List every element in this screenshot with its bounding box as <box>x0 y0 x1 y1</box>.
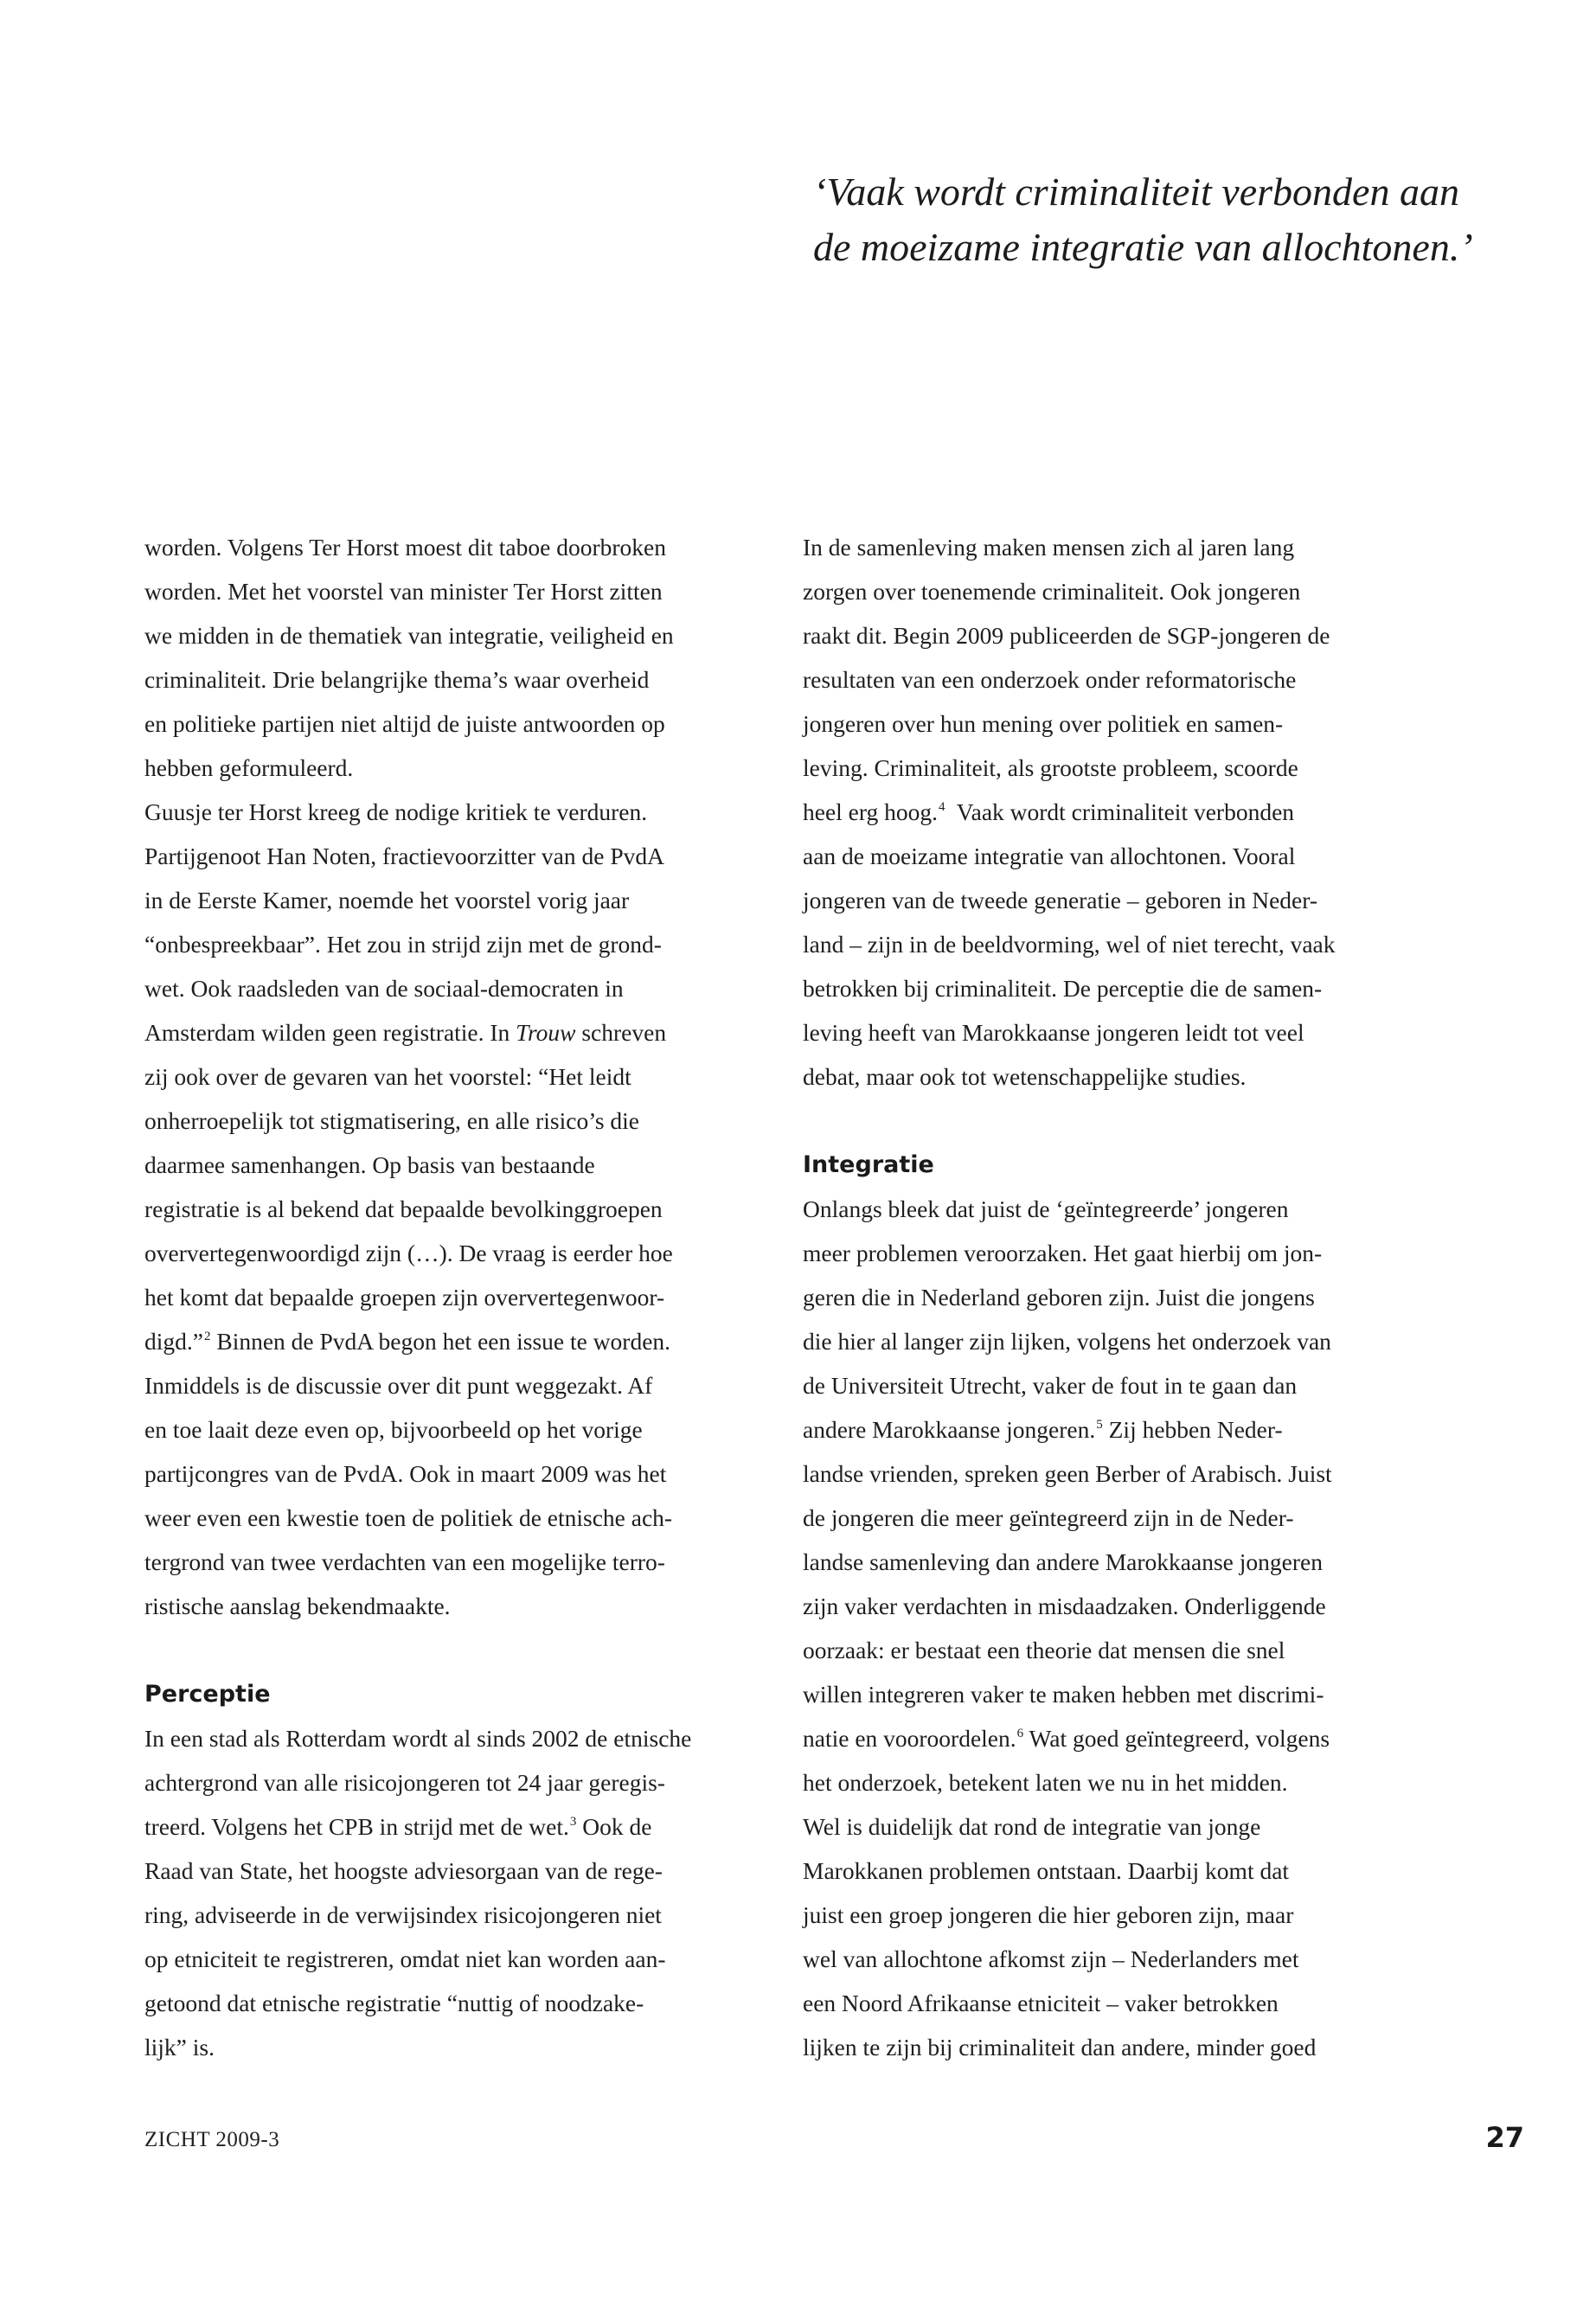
text-line: worden. Met het voorstel van minister Ter Horst zitten <box>144 578 663 605</box>
text-line: resultaten van een onderzoek onder reformatorische <box>803 666 1297 693</box>
text-line: weer even een kwestie toen de politiek de etnische ach- <box>144 1504 673 1531</box>
pull-quote-line: de moeizame integratie van allochtonen.’ <box>813 225 1473 269</box>
footnote-ref: 4 <box>939 800 945 814</box>
text-line: landse samenleving dan andere Marokkaanse jongeren <box>803 1548 1323 1575</box>
text-line: tergrond van twee verdachten van een mogelijke terro- <box>144 1548 665 1575</box>
text-line: Raad van State, het hoogste adviesorgaan van de rege- <box>144 1857 663 1884</box>
text-line: we midden in de thematiek van integratie, veiligheid en <box>144 622 674 649</box>
text-line: raakt dit. Begin 2009 publiceerden de SGP-jongeren de <box>803 622 1330 649</box>
footnote-ref: 6 <box>1016 1727 1024 1740</box>
text-line: en politieke partijen niet altijd de juiste antwoorden op <box>144 710 665 737</box>
text-line: registratie is al bekend dat bepaalde bevolkinggroepen <box>144 1195 663 1222</box>
text-line: op etniciteit te registreren, omdat niet kan worden aan- <box>144 1945 666 1972</box>
publication-name: Trouw <box>516 1019 576 1046</box>
page-number: 27 <box>1485 2121 1524 2154</box>
text-line: zijn vaker verdachten in misdaadzaken. Onderliggende <box>803 1593 1326 1619</box>
text-line: de Universiteit Utrecht, vaker de fout in te gaan dan <box>803 1372 1298 1399</box>
left-column <box>144 525 750 2069</box>
text-line: Partijgenoot Han Noten, fractievoorzitter van de PvdA <box>144 843 664 869</box>
text-line: hebben geformuleerd. <box>144 754 354 781</box>
text-line: oververtegenwoordigd zijn (…). De vraag is eerder hoe <box>144 1240 673 1266</box>
text-line: treerd. Volgens het CPB in strijd met de wet.$^3$ Ook de <box>144 1813 652 1840</box>
text-line: land – zijn in de beeldvorming, wel of niet terecht, vaak <box>803 931 1336 958</box>
paragraph <box>144 525 750 790</box>
text-line: Marokkanen problemen ontstaan. Daarbij komt dat <box>803 1857 1290 1884</box>
text-line: “onbespreekbaar”. Het zou in strijd zijn met de grond- <box>144 931 662 958</box>
text-line: en toe laait deze even op, bijvoorbeeld op het vorige <box>144 1416 643 1443</box>
paragraph <box>144 790 750 1628</box>
text-line: willen integreren vaker te maken hebben met discrimi- <box>803 1681 1324 1708</box>
right-column <box>803 525 1408 2069</box>
footnote-ref: 5 <box>1096 1418 1103 1432</box>
text-line: de jongeren die meer geïntegreerd zijn in de Neder- <box>803 1504 1294 1531</box>
text-line: achtergrond van alle risicojongeren tot 24 jaar geregis- <box>144 1769 665 1796</box>
paragraph <box>803 1187 1408 2069</box>
text-line: Inmiddels is de discussie over dit punt weggezakt. Af <box>144 1372 653 1399</box>
text-line: jongeren over hun mening over politiek en samen- <box>803 710 1284 737</box>
section-heading: Perceptie <box>144 1681 271 1708</box>
text-line: oorzaak: er bestaat een theorie dat mensen die snel <box>803 1637 1285 1663</box>
text-line: andere Marokkaanse jongeren.$^5$ Zij hebben Neder- <box>803 1416 1283 1443</box>
text-line: Guusje ter Horst kreeg de nodige kritiek te verduren. <box>144 798 648 825</box>
text-line: het komt dat bepaalde groepen zijn oververtegenwoor- <box>144 1284 665 1311</box>
text-line: getoond dat etnische registratie “nuttig of noodzake- <box>144 1990 644 2016</box>
text-line: natie en vooroordelen.$^6$ Wat goed geïntegreerd, volgens <box>803 1725 1330 1752</box>
text-line: leving. Criminaliteit, als grootste probleem, scoorde <box>803 754 1298 781</box>
footnote-ref: 3 <box>569 1815 577 1829</box>
text-line: leving heeft van Marokkaanse jongeren leidt tot veel <box>803 1019 1304 1046</box>
text-line: juist een groep jongeren die hier geboren zijn, maar <box>803 1901 1294 1928</box>
text-line: ristische aanslag bekendmaakte. <box>144 1593 451 1619</box>
text-line: partijcongres van de PvdA. Ook in maart 2009 was het <box>144 1460 667 1487</box>
text-line: debat, maar ook tot wetenschappelijke studies. <box>803 1063 1247 1090</box>
text-line: geren die in Nederland geboren zijn. Juist die jongens <box>803 1284 1315 1311</box>
pull-quote <box>813 164 1557 275</box>
text-line: criminaliteit. Drie belangrijke thema’s waar overheid <box>144 666 650 693</box>
text-line: betrokken bij criminaliteit. De perceptie die de samen- <box>803 975 1323 1002</box>
text-line: die hier al langer zijn lijken, volgens het onderzoek van <box>803 1328 1331 1355</box>
text-line: een Noord Afrikaanse etniciteit – vaker betrokken <box>803 1990 1279 2016</box>
text-line: wel van allochtone afkomst zijn – Nederlanders met <box>803 1945 1299 1972</box>
paragraph <box>144 1716 750 2069</box>
text-line: meer problemen veroorzaken. Het gaat hierbij om jon- <box>803 1240 1323 1266</box>
text-line: zij ook over de gevaren van het voorstel: “Het leidt <box>144 1063 631 1090</box>
text-line: worden. Volgens Ter Horst moest dit taboe doorbroken <box>144 534 666 561</box>
journal-issue: ZICHT 2009-3 <box>144 2128 280 2151</box>
text-line: jongeren van de tweede generatie – geboren in Neder- <box>803 887 1317 913</box>
text-line: het onderzoek, betekent laten we nu in het midden. <box>803 1769 1288 1796</box>
text-line: lijk” is. <box>144 2034 215 2061</box>
text-line: lijken te zijn bij criminaliteit dan andere, minder goed <box>803 2034 1317 2061</box>
text-line: zorgen over toenemende criminaliteit. Ook jongeren <box>803 578 1301 605</box>
text-line: in de Eerste Kamer, noemde het voorstel vorig jaar <box>144 887 630 913</box>
text-line: heel erg hoog.$^4$ Vaak wordt criminaliteit verbonden <box>803 798 1295 825</box>
text-line: onherroepelijk tot stigmatisering, en alle risico’s die <box>144 1107 640 1134</box>
text-line: daarmee samenhangen. Op basis van bestaande <box>144 1151 595 1178</box>
text-line: Onlangs bleek dat juist de ‘geïntegreerde’ jongeren <box>803 1195 1289 1222</box>
text-line: Wel is duidelijk dat rond de integratie van jonge <box>803 1813 1261 1840</box>
text-line: landse vrienden, spreken geen Berber of Arabisch. Juist <box>803 1460 1332 1487</box>
text-line: In de samenleving maken mensen zich al jaren lang <box>803 534 1295 561</box>
section-heading: Integratie <box>803 1151 934 1178</box>
text-line: In een stad als Rotterdam wordt al sinds 2002 de etnische <box>144 1725 692 1752</box>
text-line: aan de moeizame integratie van allochtonen. Vooral <box>803 843 1296 869</box>
pull-quote-line: ‘Vaak wordt criminaliteit verbonden aan <box>813 170 1459 214</box>
text-line: ring, adviseerde in de verwijsindex risicojongeren niet <box>144 1901 662 1928</box>
text-line: digd.”$^2$ Binnen de PvdA begon het een issue te worden. <box>144 1328 671 1355</box>
paragraph <box>803 525 1408 1099</box>
footnote-ref: 2 <box>203 1330 211 1343</box>
text-line: wet. Ook raadsleden van de sociaal-democraten in <box>144 975 624 1002</box>
text-line: Amsterdam wilden geen registratie. In Trouw schreven <box>144 1019 667 1046</box>
